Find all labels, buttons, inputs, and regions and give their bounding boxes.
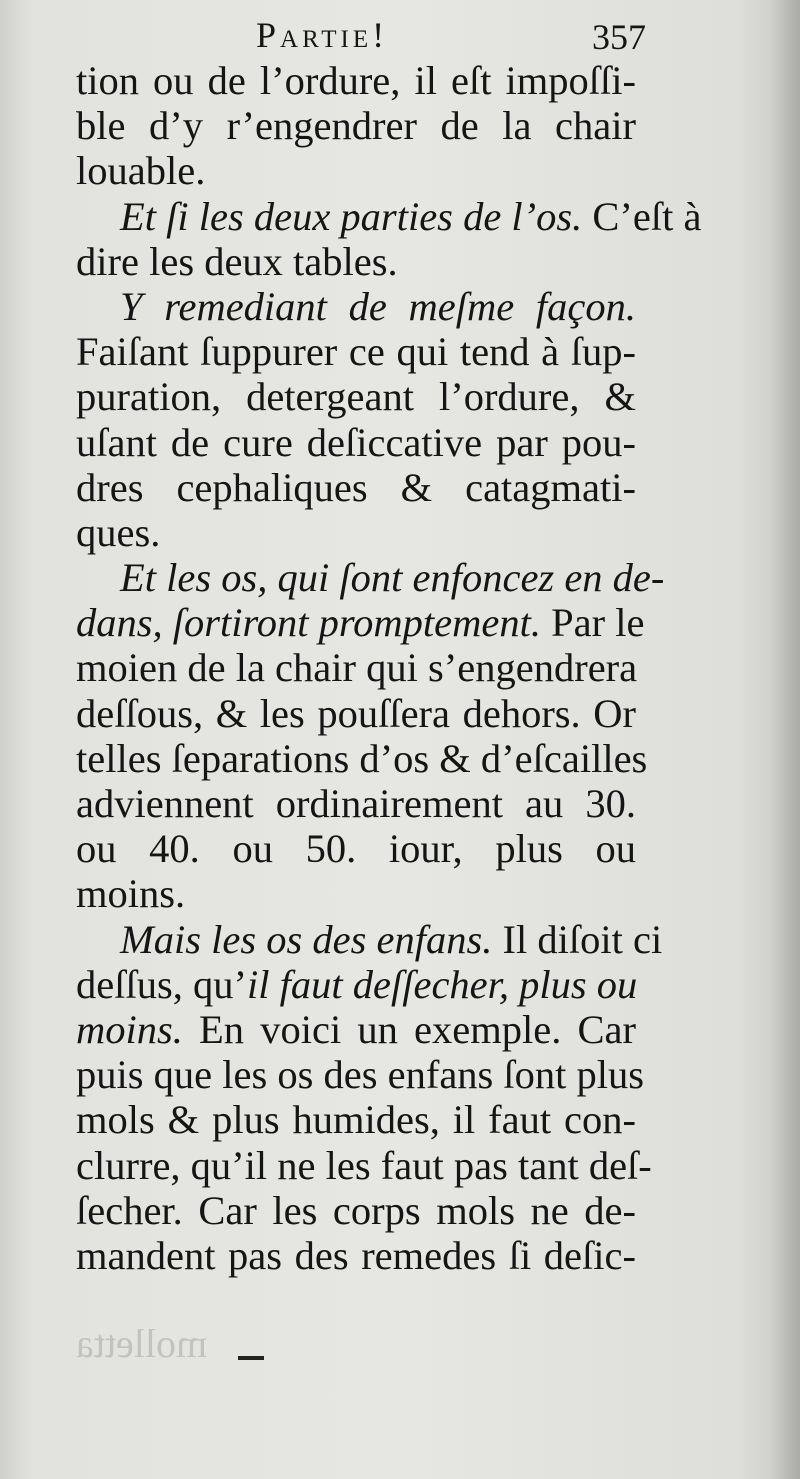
italic-segment: il faut deſſecher, plus ou (246, 961, 638, 1007)
running-head: Partie! (256, 15, 389, 55)
text-segment: dire les deux tables. (76, 238, 398, 284)
text-segment: ble d’y r’engendrer de la chair (76, 103, 636, 149)
text-line (76, 148, 636, 193)
text-segment: deſſous, & les pouſſera dehors. Or (76, 690, 636, 736)
text-segment: ques. (76, 509, 161, 555)
text-segment: C’eſt à (592, 193, 702, 239)
text-segment: mols & plus humides, il faut con- (76, 1097, 636, 1143)
text-segment: moien de la chair qui s’engendrera (76, 645, 638, 691)
text-segment: Faiſant ſuppurer ce qui tend à ſup- (76, 329, 636, 375)
bleed-through-text: molletta (76, 1321, 208, 1366)
text-line (76, 781, 636, 826)
text-line (76, 600, 645, 646)
text-segment: Il diſoit ci (502, 916, 663, 962)
italic-segment: Mais les os des enfans. (120, 916, 503, 962)
text-line (76, 465, 636, 510)
text-segment: En voici un exemple. Car (182, 1006, 636, 1052)
text-line (76, 735, 648, 781)
text-line (76, 1007, 636, 1052)
text-segment: moins. (76, 871, 186, 917)
text-segment: puration, detergeant l’ordure, & (76, 374, 636, 420)
text-line (76, 193, 702, 239)
text-segment: dres cephaliques & catagmati- (76, 464, 636, 510)
text-segment: uſant de cure deſiccative par pou- (76, 419, 636, 465)
text-line (76, 962, 636, 1007)
text-line (76, 916, 663, 962)
text-line (76, 826, 636, 871)
text-line (76, 1233, 636, 1278)
italic-segment: Y remediant de meſme façon. (120, 283, 636, 329)
text-line (76, 510, 636, 555)
text-line (76, 645, 636, 690)
text-line (76, 239, 636, 284)
text-line (76, 691, 636, 736)
text-segment: Par le (551, 600, 645, 646)
italic-segment: dans, ſortiront promptement. (76, 600, 552, 646)
text-segment: ſecher. Car les corps mols ne de- (76, 1187, 636, 1233)
text-line (76, 103, 636, 148)
text-segment: telles ſeparations d’os & d’eſcailles (76, 735, 648, 781)
text-segment: tion ou de l’ordure, il eſt impoſſi- (76, 58, 636, 103)
text-line (76, 871, 636, 916)
text-line (76, 420, 636, 465)
text-segment: adviennent ordinairement au 30. (76, 781, 636, 826)
page-number: 357 (592, 17, 646, 57)
page-header (256, 14, 646, 60)
body-text (76, 58, 702, 1278)
text-segment: louable. (76, 148, 206, 194)
text-line (76, 1097, 636, 1142)
text-line (76, 1142, 652, 1188)
italic-segment: Et les os, qui ſont enfoncez en de- (120, 555, 665, 601)
italic-segment: Et ſi les deux parties de l’os. (120, 193, 593, 239)
text-segment: mandent pas des remedes ſi deſic- (76, 1232, 636, 1278)
text-line (76, 374, 636, 419)
text-line (76, 284, 636, 329)
text-line (76, 1188, 636, 1233)
page-gutter-shadow (770, 0, 800, 1479)
text-segment: clurre, qu’il ne les faut pas tant deſ- (76, 1142, 652, 1188)
catchword-dash (238, 1356, 264, 1360)
text-segment: deſſus, qu’ (76, 961, 247, 1007)
text-segment: ou 40. ou 50. iour, plus ou (76, 826, 636, 872)
text-line (76, 555, 665, 601)
text-line (76, 329, 636, 374)
text-segment: puis que les os des enfans ſont plus (76, 1052, 645, 1098)
text-line (76, 58, 636, 103)
italic-segment: moins. (76, 1006, 183, 1052)
text-line (76, 1052, 645, 1098)
